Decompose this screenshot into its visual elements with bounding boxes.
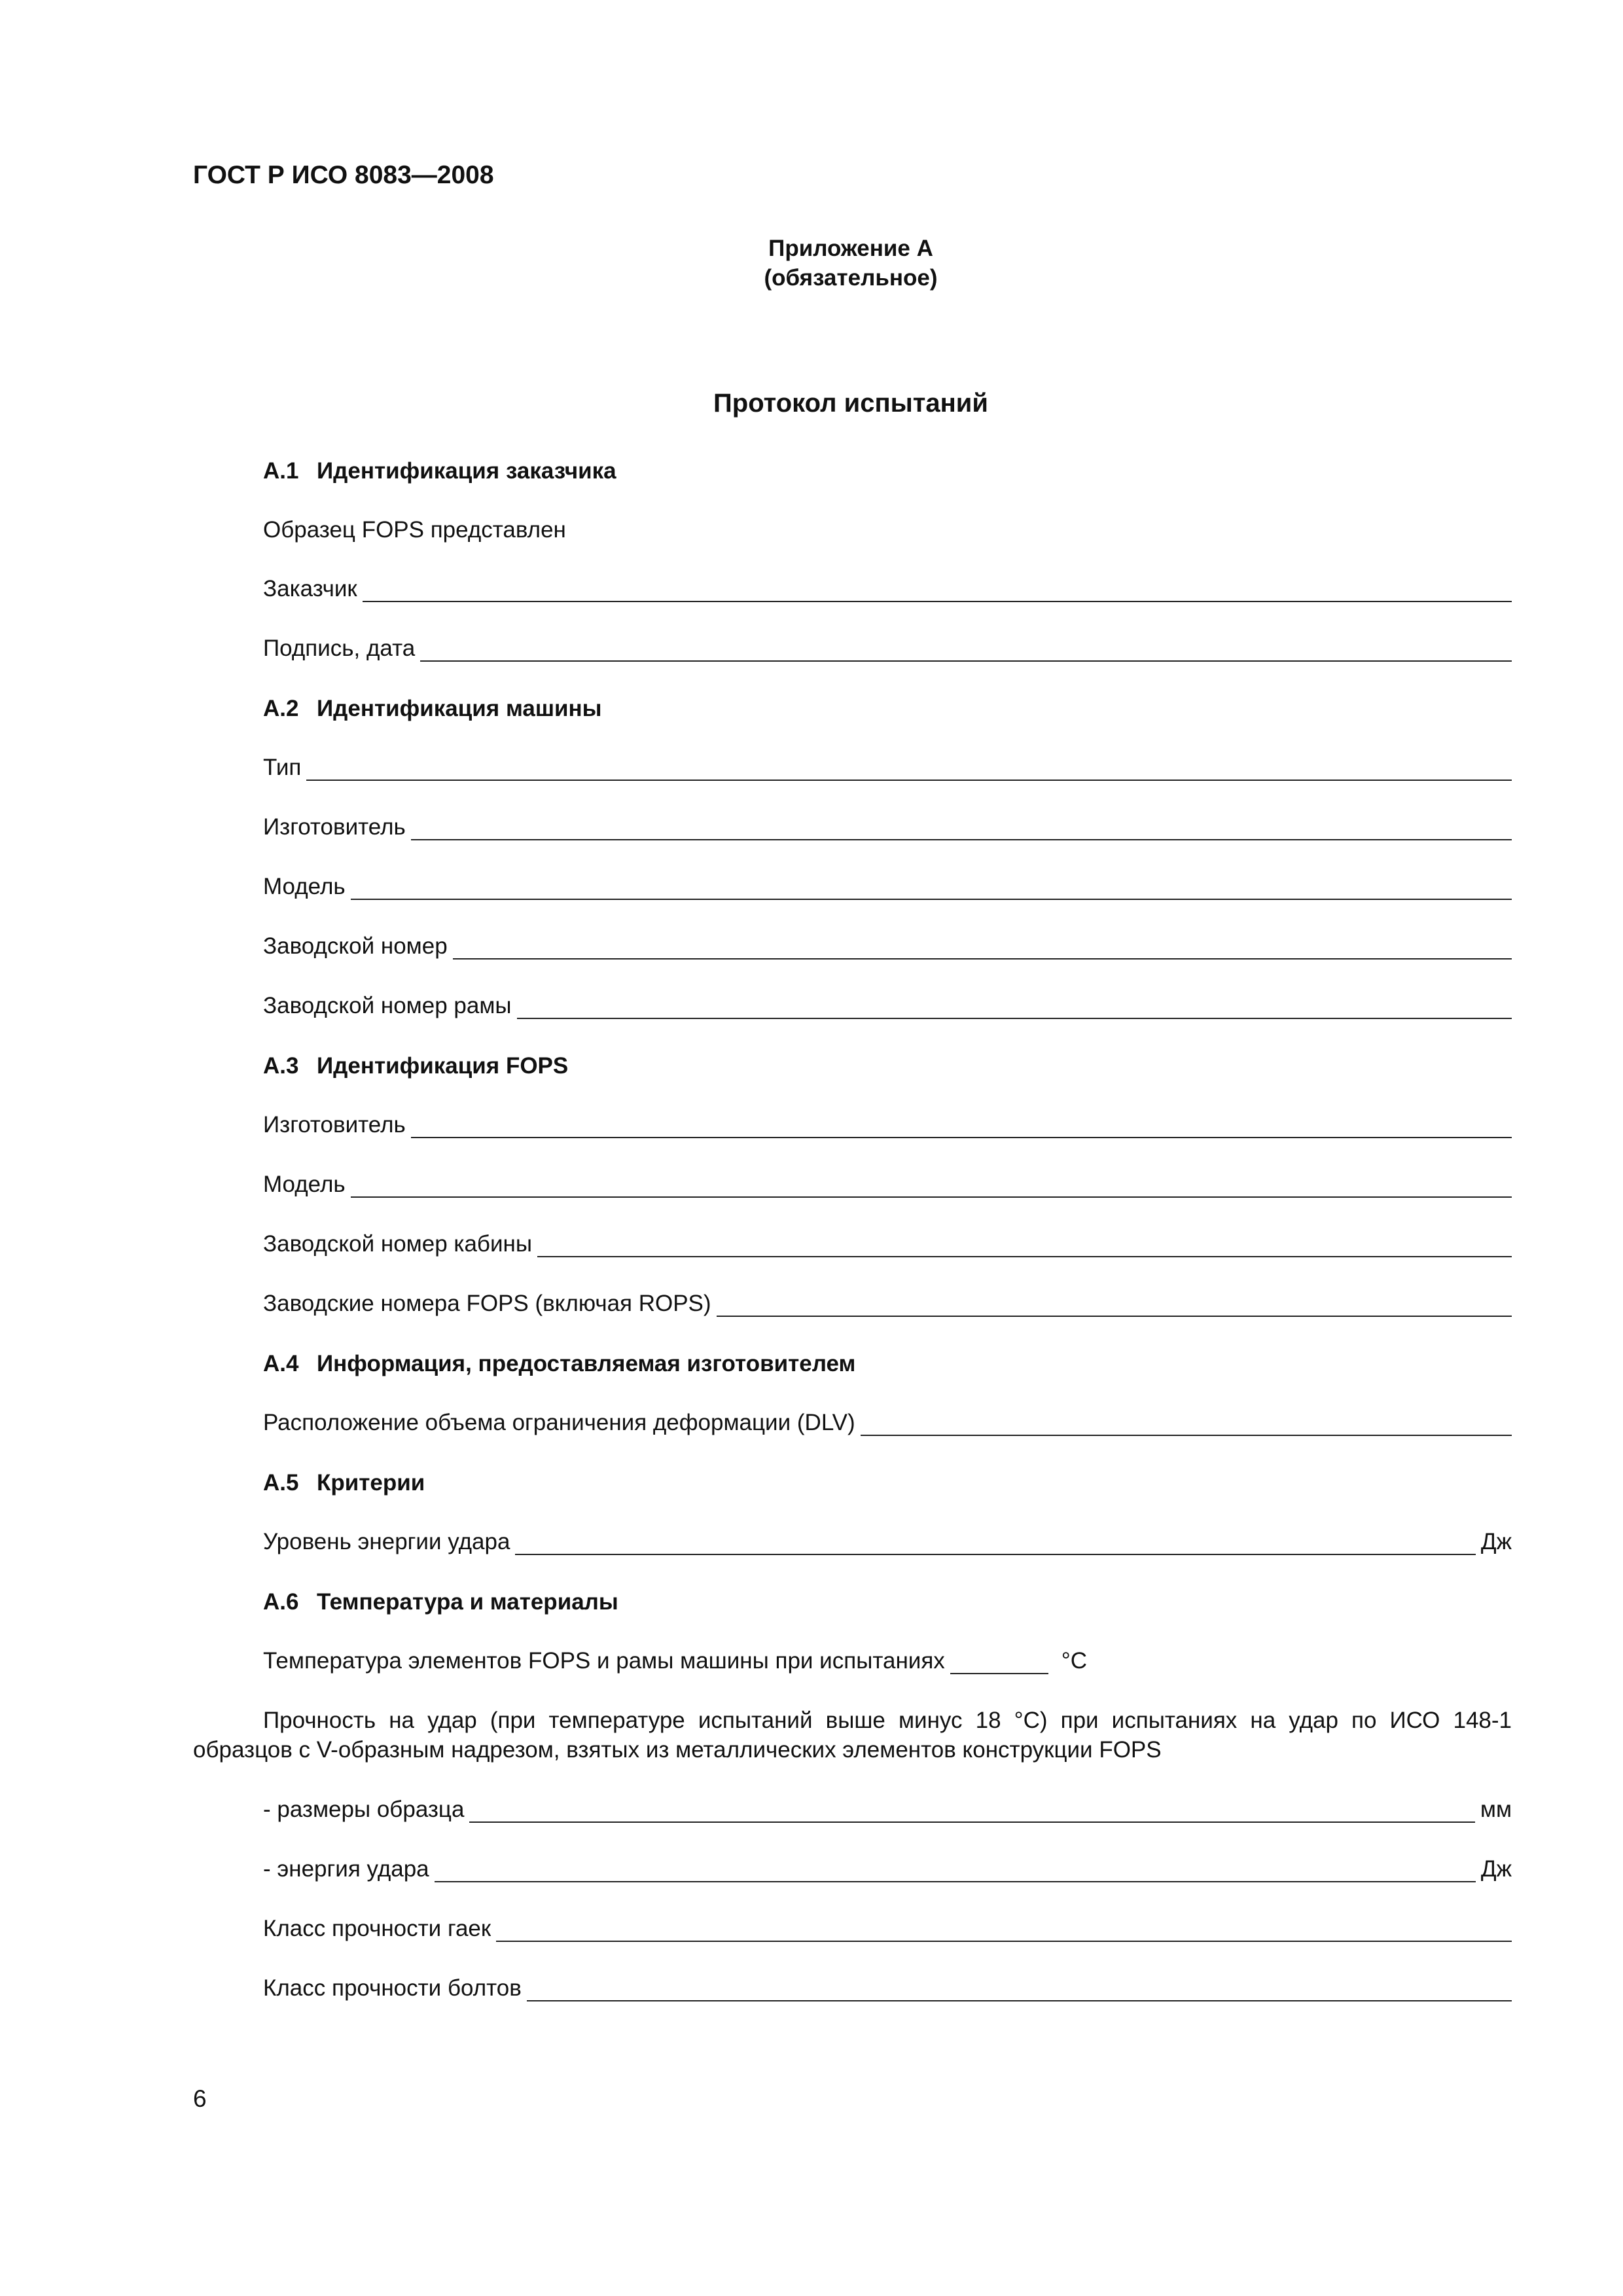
test-temperature-field xyxy=(263,1645,1087,1674)
paragraph-line: образцов с V-образным надрезом, взятых из металлических элементов конструкции FOPS xyxy=(193,1737,1162,1763)
machine-manufacturer-blank[interactable] xyxy=(411,817,1512,840)
field-label: Заводской номер рамы xyxy=(263,993,512,1018)
paragraph-line: Прочность на удар (при температуре испытаний выше минус 18 °С) при испытаниях на удар по ИСО 148-1 xyxy=(263,1708,1512,1733)
specimen-size-field xyxy=(263,1794,1512,1823)
field-label: Изготовитель xyxy=(263,1112,406,1138)
field-label: Заказчик xyxy=(263,576,357,601)
specimen-impact-energy-field xyxy=(263,1854,1512,1882)
section-number: А.5 xyxy=(263,1470,299,1496)
signature-date-field xyxy=(263,633,1512,662)
fops-model-field xyxy=(263,1169,1512,1198)
fops-manufacturer-blank[interactable] xyxy=(411,1115,1512,1138)
field-label: Класс прочности болтов xyxy=(263,1975,522,2001)
machine-model-blank[interactable] xyxy=(351,876,1512,900)
field-label: - энергия удара xyxy=(263,1856,429,1882)
field-label: Изготовитель xyxy=(263,814,406,840)
section-title: Температура и материалы xyxy=(317,1589,618,1615)
machine-type-field xyxy=(263,752,1512,781)
document-header: ГОСТ Р ИСО 8083—2008 xyxy=(193,161,494,189)
field-label: Температура элементов FOPS и рамы машины при испытаниях xyxy=(263,1648,945,1674)
unit-label: °С xyxy=(1061,1648,1088,1674)
impact-strength-paragraph xyxy=(193,1706,1512,1765)
field-label: Заводской номер xyxy=(263,933,448,959)
nut-class-field xyxy=(263,1913,1512,1942)
section-number: А.6 xyxy=(263,1589,299,1615)
section-a3-heading xyxy=(263,1053,568,1079)
customer-field xyxy=(263,573,1512,602)
section-a6-heading xyxy=(263,1589,618,1615)
field-label: Подпись, дата xyxy=(263,636,416,661)
machine-manufacturer-field xyxy=(263,812,1512,840)
bolt-class-blank[interactable] xyxy=(527,1978,1512,2001)
fops-model-blank[interactable] xyxy=(351,1174,1512,1198)
section-number: А.3 xyxy=(263,1053,299,1079)
machine-type-blank[interactable] xyxy=(306,757,1512,781)
section-a5-heading xyxy=(263,1470,425,1496)
impact-energy-level-blank[interactable] xyxy=(515,1532,1475,1555)
dlv-location-blank[interactable] xyxy=(861,1412,1512,1436)
field-label: Уровень энергии удара xyxy=(263,1529,510,1554)
unit-label: Дж xyxy=(1480,1529,1512,1554)
dlv-location-field xyxy=(263,1407,1512,1436)
signature-date-blank[interactable] xyxy=(420,638,1512,662)
field-label: Заводской номер кабины xyxy=(263,1231,533,1257)
section-title: Идентификация FOPS xyxy=(317,1053,569,1079)
section-title: Критерии xyxy=(317,1470,425,1496)
test-temperature-blank[interactable] xyxy=(950,1651,1048,1674)
bolt-class-field xyxy=(263,1973,1512,2001)
frame-serial-field xyxy=(263,990,1512,1019)
field-label: Класс прочности гаек xyxy=(263,1916,491,1941)
fops-submitted-text: Образец FOPS представлен xyxy=(263,517,566,543)
section-number: А.4 xyxy=(263,1351,299,1376)
protocol-title: Протокол испытаний xyxy=(713,389,988,418)
field-label: Модель xyxy=(263,1172,346,1197)
appendix-title: Приложение А xyxy=(768,236,933,261)
fops-serials-field xyxy=(263,1288,1512,1317)
cab-serial-field xyxy=(263,1229,1512,1257)
impact-energy-level-field xyxy=(263,1526,1512,1555)
customer-blank[interactable] xyxy=(363,579,1512,602)
fops-serials-blank[interactable] xyxy=(717,1293,1512,1317)
field-label: Заводские номера FOPS (включая ROPS) xyxy=(263,1291,711,1316)
field-label: - размеры образца xyxy=(263,1797,465,1822)
specimen-impact-energy-blank[interactable] xyxy=(435,1859,1476,1882)
section-number: А.1 xyxy=(263,458,299,484)
specimen-size-blank[interactable] xyxy=(469,1799,1474,1823)
appendix-subtitle: (обязательное) xyxy=(764,265,938,291)
machine-serial-field xyxy=(263,931,1512,960)
section-a4-heading xyxy=(263,1351,855,1377)
section-title: Идентификация машины xyxy=(317,696,602,721)
field-label: Расположение объема ограничения деформации (DLV) xyxy=(263,1410,855,1435)
machine-serial-blank[interactable] xyxy=(453,936,1512,960)
nut-class-blank[interactable] xyxy=(496,1918,1512,1942)
field-label: Тип xyxy=(263,755,302,780)
field-label: Модель xyxy=(263,874,346,899)
machine-model-field xyxy=(263,871,1512,900)
section-a2-heading xyxy=(263,696,602,722)
cab-serial-blank[interactable] xyxy=(537,1234,1512,1257)
section-title: Информация, предоставляемая изготовителем xyxy=(317,1351,856,1376)
fops-manufacturer-field xyxy=(263,1109,1512,1138)
page-number: 6 xyxy=(193,2085,207,2112)
section-a1-heading xyxy=(263,458,616,484)
frame-serial-blank[interactable] xyxy=(517,996,1512,1019)
section-title: Идентификация заказчика xyxy=(317,458,616,484)
section-number: А.2 xyxy=(263,696,299,721)
unit-label: мм xyxy=(1480,1797,1512,1822)
unit-label: Дж xyxy=(1480,1856,1512,1882)
